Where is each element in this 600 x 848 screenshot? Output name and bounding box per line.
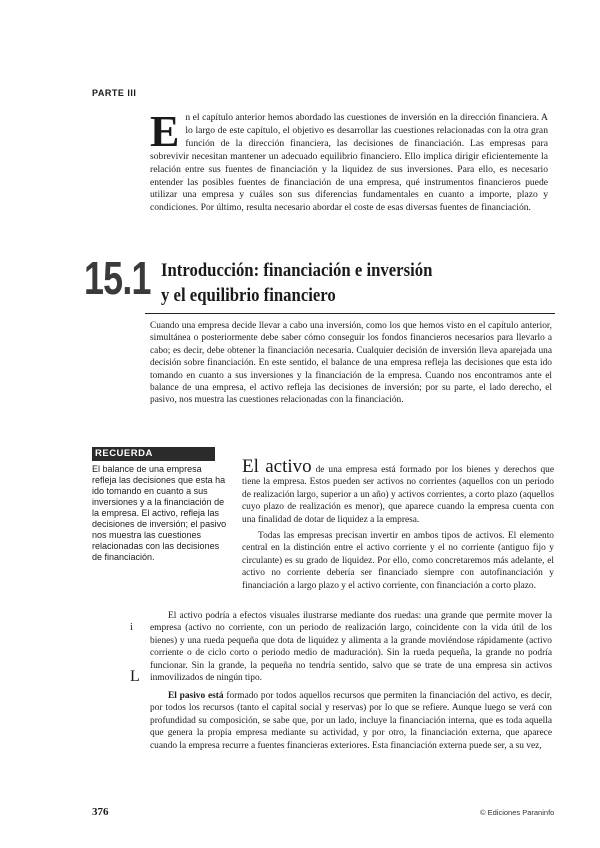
body-paragraph-1: Cuando una empresa decide llevar a cabo una inversión, como los que hemos visto en el capítulo anterior, simultánea o posteriormente debe saber cómo conseguir los fondos financieros necesarios para llevarlo a cabo; es decir, debe obtener la financiación necesaria. Cualquier decisión de inversión lleva aparejada una decisión sobre financiación. En este sentido, el balance de una empresa refleja las decisiones que esta ido tomando en cuanto a sus inversiones y la financiación de la empresa. Cuando nos encontramos ante el balance de una empresa, el activo refleja las decisiones de inversión; por su parte, el lado derecho, el pasivo, nos muestra las cuestiones relacionadas con la financiación. [150,321,552,406]
margin-mark: L [130,668,140,685]
body-paragraph-3: Todas las empresas precisan invertir en ambos tipos de activos. El elemento central en la distinción entre el activo corriente y el no corriente (antiguo fijo y circulante) es su grado de liquidez. Por ello, como concretaremos más adelante, el activo no corriente debería ser financiado siempre con autofinanciación y financiación a largo plazo y el activo corriente, con financiación a corto plazo. [242,531,554,591]
section-title-line1: Introducción: financiación e inversión [161,260,433,281]
drop-cap: E [150,107,180,156]
chapter-intro [150,107,548,215]
page-number: 376 [92,806,109,818]
section-title [161,258,478,308]
sidebar-text: El balance de una empresa refleja las decisiones que esta ha ido tomando en cuanto a sus inversiones y a la financiación de la empresa. El activo, refleja las decisiones de inversión; el pasivo nos muestra las cuestiones relacionadas con las decisiones de financiación. [92,464,227,562]
body-paragraph-4: El activo podría a efectos visuales ilustrarse mediante dos ruedas: una grande que permite mover la empresa (activo no corriente, con un periodo de realización largo, coincidente con la vida útil de los bienes) y una rueda pequeña que dota de liquidez y alimenta a la grande moviéndose rápidamente (activo corriente o de ciclo corto o periodo medio de maduración). Sin la rueda pequeña, la grande no podría funcionar. Sin la grande, la pequeña no tendría sentido, salvo que se trate de una empresa sin activos inmovilizados de ningún tipo. [150,611,552,684]
paragraph-lead: El activo [242,456,312,477]
paragraph-text: formado por todos aquellos recursos que permiten la financiación del activo, es decir, por todos los recursos (tanto el capital social y reservas) por lo que se refiere. Aunque luego se verá con profundidad su composición, se sabe que, por un lado, incluye la financiación interna, que es toda aquella que genera la propia empresa mediante su actividad, y por otro, la financiación externa, que aparece cuando la empresa recurre a fuentes financieras exteriores. Esta financiación externa puede ser, a su vez, [150,691,552,751]
section-number: 15.1 [84,252,151,304]
section-rule [145,313,555,314]
part-label: PARTE III [92,88,137,98]
margin-mark: i [130,622,133,633]
paragraph-text: de una empresa está formado por los bienes y derechos que tiene la empresa. Estos pueden ser activos no corrientes (aquellos con un periodo de realización largo, superior a un año) y activos corrientes, a corto plazo (aquellos cuyo plazo de realización es menor), que aparece cuando la empresa cuenta con una finalidad de dotar de liquidez a la empresa. [242,465,554,525]
sidebar-heading: RECUERDA [92,447,215,461]
paragraph-lead: El pasivo está [168,691,224,701]
body-paragraph-2 [242,456,554,526]
publisher-credit: © Ediciones Paraninfo [480,808,555,817]
section-title-line2: y el equilibrio financiero [161,285,336,306]
body-paragraph-5 [150,690,552,752]
intro-text: n el capítulo anterior hemos abordado las cuestiones de inversión en la dirección financiera. A lo largo de este capítulo, el objetivo es desarrollar las cuestiones relacionadas con la otra gran función de la dirección financiera, las decisiones de financiación. Las empresas para sobrevivir necesitan mantener un adecuado equilibrio financiero. Ello implica dirigir eficientemente la relación entre sus fuentes de financiación y la liquidez de sus inversiones. Para ello, es necesario entender las posibles fuentes de financiación de una empresa, qué instrumentos financieros puede utilizar una empresa y cuáles son sus diferencias fundamentales en cuanto a importe, plazo y condiciones. Por último, resulta necesario abordar el coste de esas diversas fuentes de financiación. [150,112,548,214]
